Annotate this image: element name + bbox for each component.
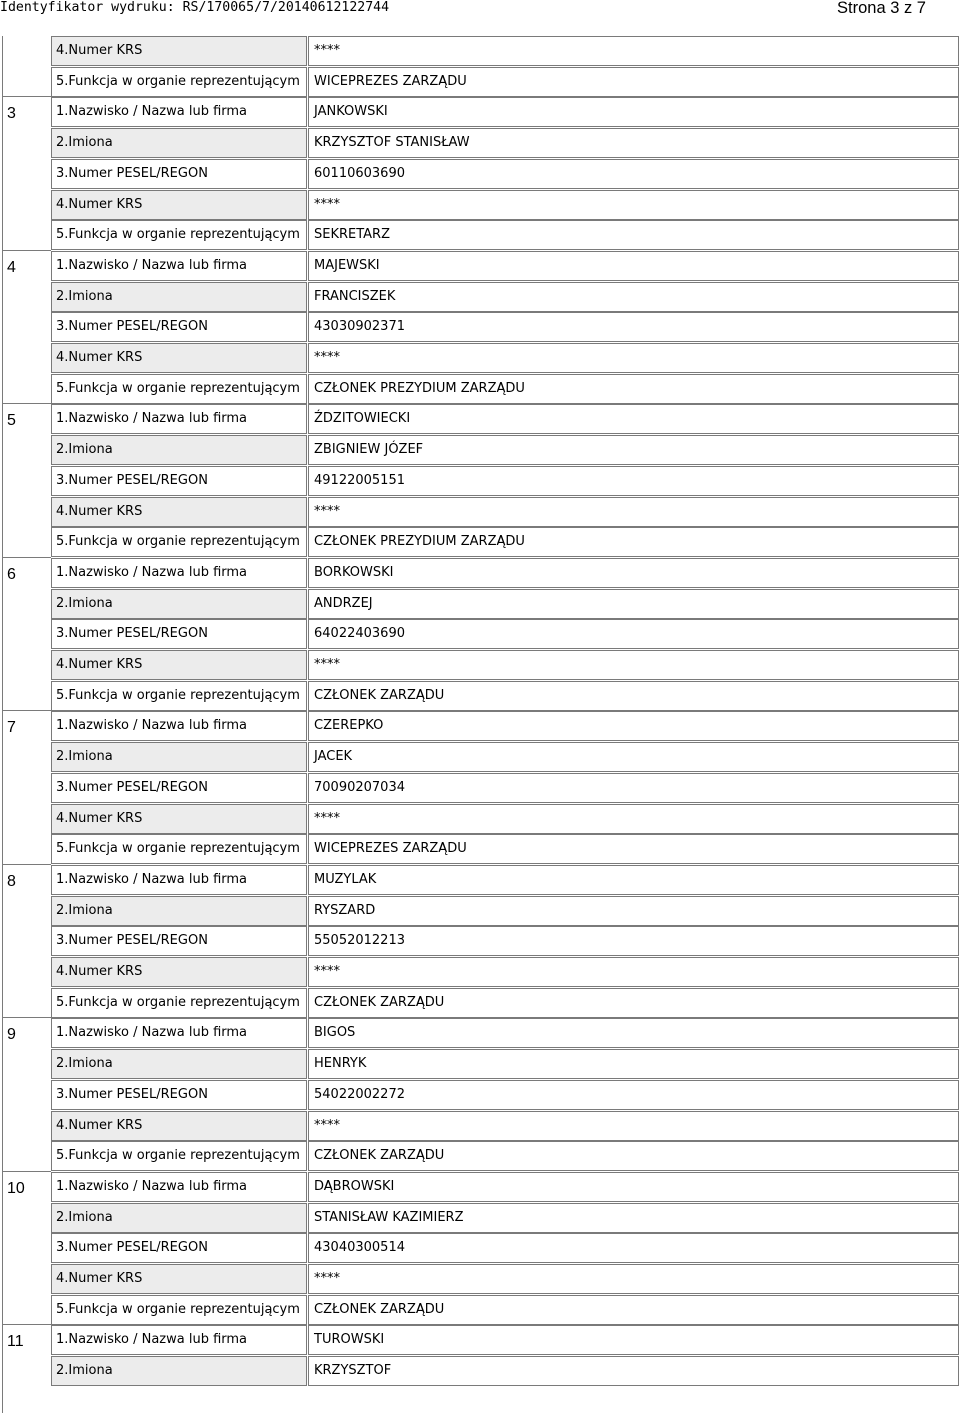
row-surname [3, 1172, 959, 1203]
field-label: 1.Nazwisko / Nazwa lub firma [51, 1325, 307, 1355]
row-pesel [3, 466, 959, 497]
field-label: 5.Funkcja w organie reprezentującym [51, 988, 307, 1018]
row-names [3, 1049, 959, 1080]
row-pesel [3, 312, 959, 343]
field-value: **** [308, 497, 959, 527]
entry-number: 8 [7, 872, 16, 890]
field-value: CZŁONEK ZARZĄDU [308, 1141, 959, 1171]
row-pesel [3, 1233, 959, 1264]
field-value: **** [308, 957, 959, 987]
page-number: Strona 3 z 7 [837, 0, 926, 17]
field-value: STANISŁAW KAZIMIERZ [308, 1203, 959, 1233]
field-label: 3.Numer PESEL/REGON [51, 619, 307, 649]
field-label: 5.Funkcja w organie reprezentującym [51, 681, 307, 711]
field-label: 1.Nazwisko / Nazwa lub firma [51, 711, 307, 741]
field-label: 4.Numer KRS [51, 957, 307, 987]
field-label: 4.Numer KRS [51, 650, 307, 680]
row-names [3, 589, 959, 620]
field-value: ŹDZITOWIECKI [308, 404, 959, 434]
field-value: FRANCISZEK [308, 282, 959, 312]
field-label: 4.Numer KRS [51, 190, 307, 220]
field-value: HENRYK [308, 1049, 959, 1079]
row-krs [3, 343, 959, 374]
field-label: 2.Imiona [51, 282, 307, 312]
field-value: MAJEWSKI [308, 251, 959, 281]
field-value: 60110603690 [308, 159, 959, 189]
field-value: 49122005151 [308, 466, 959, 496]
row-function [3, 1141, 959, 1172]
field-label: 1.Nazwisko / Nazwa lub firma [51, 1018, 307, 1048]
field-value: JACEK [308, 742, 959, 772]
row-krs [3, 1111, 959, 1142]
field-label: 2.Imiona [51, 589, 307, 619]
field-value: **** [308, 1111, 959, 1141]
field-value: ZBIGNIEW JÓZEF [308, 435, 959, 465]
field-label: 3.Numer PESEL/REGON [51, 773, 307, 803]
row-names [3, 896, 959, 927]
field-value: TUROWSKI [308, 1325, 959, 1355]
entry-number: 7 [7, 719, 16, 737]
field-label: 1.Nazwisko / Nazwa lub firma [51, 404, 307, 434]
entry-number: 4 [7, 258, 16, 276]
field-label: 2.Imiona [51, 1356, 307, 1386]
row-names [3, 1356, 959, 1387]
field-label: 3.Numer PESEL/REGON [51, 1080, 307, 1110]
representatives-table [2, 36, 958, 1413]
entry-number: 9 [7, 1026, 16, 1044]
field-value: **** [308, 343, 959, 373]
field-value: CZEREPKO [308, 711, 959, 741]
field-label: 2.Imiona [51, 1203, 307, 1233]
field-value: JANKOWSKI [308, 97, 959, 127]
field-value: 64022403690 [308, 619, 959, 649]
field-value: 55052012213 [308, 926, 959, 956]
field-value: 43030902371 [308, 312, 959, 342]
row-names [3, 128, 959, 159]
field-label: 3.Numer PESEL/REGON [51, 1233, 307, 1263]
row-surname [3, 97, 959, 128]
row-krs [3, 804, 959, 835]
field-label: 5.Funkcja w organie reprezentującym [51, 1295, 307, 1325]
field-label: 2.Imiona [51, 128, 307, 158]
field-label: 3.Numer PESEL/REGON [51, 312, 307, 342]
print-identifier: Identyfikator wydruku: RS/170065/7/20140612122744 [0, 0, 390, 15]
field-value: CZŁONEK ZARZĄDU [308, 681, 959, 711]
field-label: 5.Funkcja w organie reprezentującym [51, 1141, 307, 1171]
row-surname [3, 1018, 959, 1049]
row-krs [3, 497, 959, 528]
row-surname [3, 558, 959, 589]
field-value: **** [308, 190, 959, 220]
field-value: BORKOWSKI [308, 558, 959, 588]
row-surname [3, 711, 959, 742]
row-function [3, 988, 959, 1019]
field-label: 1.Nazwisko / Nazwa lub firma [51, 251, 307, 281]
row-names [3, 742, 959, 773]
row-names [3, 435, 959, 466]
entry-number: 11 [7, 1333, 24, 1351]
entry-number: 3 [7, 105, 16, 123]
field-label: 3.Numer PESEL/REGON [51, 159, 307, 189]
row-krs [3, 190, 959, 221]
field-value: DĄBROWSKI [308, 1172, 959, 1202]
field-label: 4.Numer KRS [51, 497, 307, 527]
field-value: **** [308, 1264, 959, 1294]
row-function [3, 681, 959, 712]
row-surname [3, 251, 959, 282]
row-pesel [3, 926, 959, 957]
row-function [3, 834, 959, 865]
page-header [0, 0, 960, 18]
field-value: KRZYSZTOF [308, 1356, 959, 1386]
row-function [3, 220, 959, 251]
field-label: 2.Imiona [51, 742, 307, 772]
field-value: WICEPREZES ZARZĄDU [308, 67, 959, 97]
field-value: BIGOS [308, 1018, 959, 1048]
row-names [3, 1203, 959, 1234]
row-function [3, 1295, 959, 1326]
field-value: ANDRZEJ [308, 589, 959, 619]
row-pesel [3, 1080, 959, 1111]
field-label: 5.Funkcja w organie reprezentującym [51, 67, 307, 97]
field-value: 70090207034 [308, 773, 959, 803]
entry-number: 10 [7, 1179, 25, 1197]
row-pesel [3, 159, 959, 190]
row-pesel [3, 619, 959, 650]
field-value: MUZYLAK [308, 865, 959, 895]
field-value: KRZYSZTOF STANISŁAW [308, 128, 959, 158]
field-value: CZŁONEK ZARZĄDU [308, 988, 959, 1018]
field-label: 5.Funkcja w organie reprezentującym [51, 374, 307, 404]
field-label: 2.Imiona [51, 896, 307, 926]
row-function [3, 374, 959, 405]
field-label: 3.Numer PESEL/REGON [51, 926, 307, 956]
row-krs [3, 1264, 959, 1295]
field-value: CZŁONEK ZARZĄDU [308, 1295, 959, 1325]
row-surname [3, 404, 959, 435]
field-label: 1.Nazwisko / Nazwa lub firma [51, 97, 307, 127]
field-label: 5.Funkcja w organie reprezentującym [51, 220, 307, 250]
row-function [3, 67, 959, 98]
row-krs [3, 36, 959, 67]
field-value: SEKRETARZ [308, 220, 959, 250]
field-value: **** [308, 804, 959, 834]
field-value: 43040300514 [308, 1233, 959, 1263]
field-label: 2.Imiona [51, 1049, 307, 1079]
row-surname [3, 1325, 959, 1356]
field-value: RYSZARD [308, 896, 959, 926]
field-label: 1.Nazwisko / Nazwa lub firma [51, 865, 307, 895]
row-pesel [3, 773, 959, 804]
field-value: CZŁONEK PREZYDIUM ZARZĄDU [308, 374, 959, 404]
field-label: 1.Nazwisko / Nazwa lub firma [51, 1172, 307, 1202]
entry-number: 6 [7, 565, 16, 583]
entry-number: 5 [7, 412, 16, 430]
field-label: 5.Funkcja w organie reprezentującym [51, 527, 307, 557]
field-label: 4.Numer KRS [51, 36, 307, 66]
row-surname [3, 865, 959, 896]
row-krs [3, 650, 959, 681]
field-label: 4.Numer KRS [51, 343, 307, 373]
field-label: 4.Numer KRS [51, 804, 307, 834]
field-value: **** [308, 650, 959, 680]
field-label: 3.Numer PESEL/REGON [51, 466, 307, 496]
field-label: 4.Numer KRS [51, 1264, 307, 1294]
row-names [3, 282, 959, 313]
field-label: 2.Imiona [51, 435, 307, 465]
row-function [3, 527, 959, 558]
row-krs [3, 957, 959, 988]
field-value: **** [308, 36, 959, 66]
field-value: CZŁONEK PREZYDIUM ZARZĄDU [308, 527, 959, 557]
field-label: 4.Numer KRS [51, 1111, 307, 1141]
field-value: 54022002272 [308, 1080, 959, 1110]
field-label: 1.Nazwisko / Nazwa lub firma [51, 558, 307, 588]
field-value: WICEPREZES ZARZĄDU [308, 834, 959, 864]
field-label: 5.Funkcja w organie reprezentującym [51, 834, 307, 864]
